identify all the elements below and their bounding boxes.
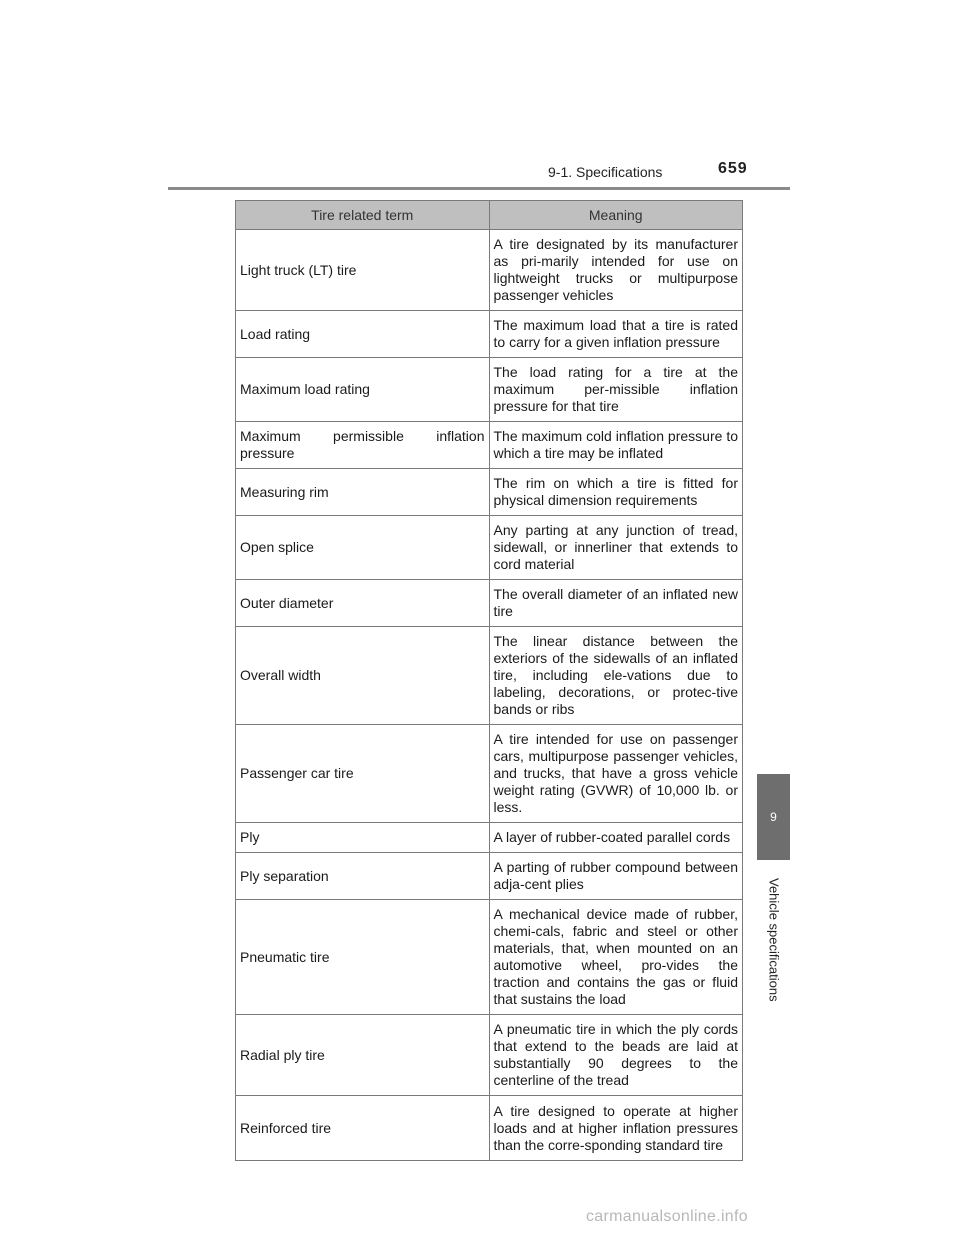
table-row: [236, 230, 743, 311]
meaning-cell: The overall diameter of an inflated new tire: [489, 580, 743, 627]
table-row: [236, 422, 743, 469]
term-cell: Open splice: [236, 516, 490, 580]
table-row: [236, 627, 743, 725]
term-cell: Reinforced tire: [236, 1096, 490, 1161]
term-cell: Measuring rim: [236, 469, 490, 516]
meaning-cell: A parting of rubber compound between adja-cent plies: [489, 853, 743, 900]
table-row: [236, 311, 743, 358]
table-row: [236, 516, 743, 580]
section-title: 9-1. Specifications: [548, 164, 663, 180]
term-cell: Passenger car tire: [236, 725, 490, 823]
term-cell: Outer diameter: [236, 580, 490, 627]
term-cell: Light truck (LT) tire: [236, 230, 490, 311]
meaning-cell: A tire designated by its manufacturer as pri-marily intended for use on lightweight trucks or multipurpose passenger vehicles: [489, 230, 743, 311]
table-row: [236, 358, 743, 422]
term-cell: Maximum permissible inflation pressure: [236, 422, 490, 469]
meaning-cell: The load rating for a tire at the maximum per-missible inflation pressure for that tire: [489, 358, 743, 422]
meaning-cell: The maximum cold inflation pressure to which a tire may be inflated: [489, 422, 743, 469]
column-header-term: Tire related term: [236, 201, 490, 230]
page-number: 659: [718, 160, 748, 177]
table-header-row: [236, 201, 743, 230]
term-cell: Overall width: [236, 627, 490, 725]
tire-terms-table: [235, 200, 743, 1161]
chapter-label-text: Vehicle specifications: [766, 878, 782, 1002]
chapter-label: [758, 870, 790, 1010]
column-header-meaning: Meaning: [489, 201, 743, 230]
meaning-cell: A pneumatic tire in which the ply cords that extend to the beads are laid at substantially 90 degrees to the centerline of the tread: [489, 1015, 743, 1096]
table-row: [236, 580, 743, 627]
term-cell: Ply: [236, 823, 490, 853]
chapter-number: 9: [770, 810, 777, 824]
meaning-cell: The rim on which a tire is fitted for physical dimension requirements: [489, 469, 743, 516]
chapter-tab[interactable]: [757, 774, 790, 860]
term-cell: Load rating: [236, 311, 490, 358]
table-row: [236, 469, 743, 516]
table-row: [236, 1096, 743, 1161]
meaning-cell: Any parting at any junction of tread, sidewall, or innerliner that extends to cord material: [489, 516, 743, 580]
meaning-cell: A tire intended for use on passenger cars, multipurpose passenger vehicles, and trucks, that have a gross vehicle weight rating (GVWR) of 10,000 lb. or less.: [489, 725, 743, 823]
meaning-cell: A mechanical device made of rubber, chemi-cals, fabric and steel or other materials, that, when mounted on an automotive wheel, pro-vides the traction and contains the gas or fluid that sustains the load: [489, 900, 743, 1015]
term-cell: Radial ply tire: [236, 1015, 490, 1096]
header-divider: [168, 187, 790, 190]
table-row: [236, 725, 743, 823]
table-row: [236, 823, 743, 853]
table-row: [236, 853, 743, 900]
meaning-cell: The maximum load that a tire is rated to carry for a given inflation pressure: [489, 311, 743, 358]
term-cell: Ply separation: [236, 853, 490, 900]
term-cell: Pneumatic tire: [236, 900, 490, 1015]
meaning-cell: A layer of rubber-coated parallel cords: [489, 823, 743, 853]
table-row: [236, 900, 743, 1015]
watermark: carmanualsonline.info: [586, 1208, 748, 1225]
term-cell: Maximum load rating: [236, 358, 490, 422]
meaning-cell: A tire designed to operate at higher loads and at higher inflation pressures than the corre-sponding standard tire: [489, 1096, 743, 1161]
table-row: [236, 1015, 743, 1096]
meaning-cell: The linear distance between the exteriors of the sidewalls of an inflated tire, including ele-vations due to labeling, decorations, or protec-tive bands or ribs: [489, 627, 743, 725]
